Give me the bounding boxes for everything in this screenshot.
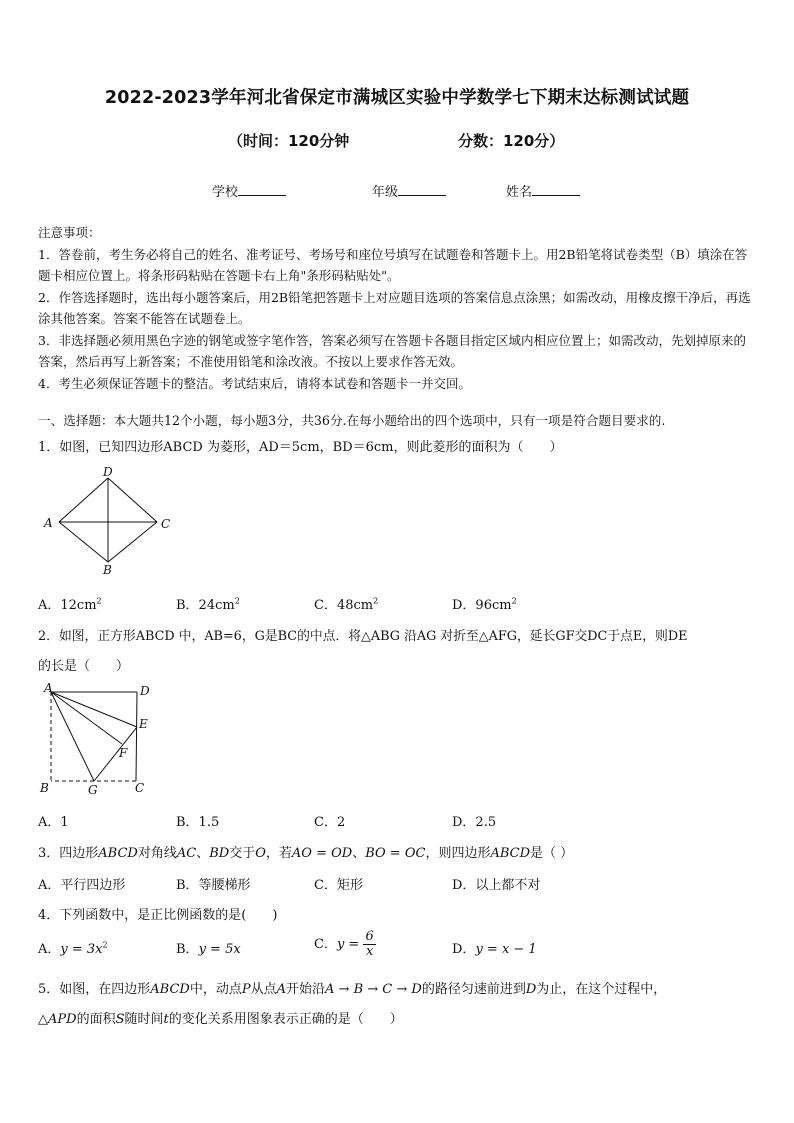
notes-heading: 注意事项： [38, 225, 101, 240]
q3-stem: 3．四边形ABCD对角线AC、BD交于O，若AO = OD、BO = OC，则四边形ABCD是（ ） [38, 846, 574, 861]
edge-cb [108, 522, 157, 562]
edge-ba [59, 522, 108, 562]
label-a: A [44, 682, 53, 695]
note-item: 2．作答选择题时，选出每小题答案后，用2B铅笔把答题卡上对应题目选项的答案信息点涂黑；如需改动，用橡皮擦干净后，再选涂其他答案。答案不能答在试题卷上。 [38, 289, 751, 326]
label-e: E [139, 717, 148, 731]
name-label: 姓名 [506, 185, 533, 200]
q2-stem-line1: 2．如图，正方形ABCD 中，AB=6，G是BC的中点．将△ABG 沿AG 对折至△AFG，延长GF交DC于点E，则DE [38, 629, 688, 644]
q4-stem: 4．下列函数中，是正比例函数的是( ) [38, 908, 278, 923]
school-label: 学校 [212, 185, 239, 200]
q2-stem-line2: 的长是（ ） [38, 659, 130, 674]
label-b: B [103, 563, 112, 577]
label-b: B [40, 781, 49, 795]
q3-option-c: C．矩形 [314, 878, 363, 893]
q4-option-d: D．y = x − 1 [452, 942, 537, 957]
note-item: 1．答卷前，考生务必将自己的姓名、准考证号、考场号和座位号填写在试题卷和答题卡上。用2B铅笔将试卷类型（B）填涂在答题卡相应位置上。将条形码粘贴在答题卡右上角"条形码粘贴处"。 [38, 246, 748, 283]
exam-score: 分数：120分） [458, 132, 565, 150]
label-d: D [140, 684, 150, 698]
q1-rhombus-figure [40, 466, 180, 578]
label-a: A [44, 516, 53, 530]
q1-option-b: B．$24cm^2$ [176, 596, 240, 613]
label-c: C [161, 517, 171, 531]
edge-dc [136, 692, 137, 781]
q1-stem: 1．如图，已知四边形ABCD 为菱形，AD＝5cm，BD＝6cm，则此菱形的面积为（ ） [38, 440, 563, 455]
segment-ag [51, 692, 94, 781]
q2-square-figure [36, 682, 166, 798]
note-item: 4．考生必须保证答题卡的整洁。考试结束后，请将本试卷和答题卡一并交回。 [38, 375, 471, 391]
note-item: 3．非选择题必须用黑色字迹的钢笔或签字笔作答，答案必须写在答题卡各题目指定区域内相应位置上；如需改动，先划掉原来的答案，然后再写上新答案；不准使用铅笔和涂改液。不按以上要求作答无效。 [38, 332, 746, 369]
edge-ad [59, 478, 108, 522]
q5-stem-line1: 5．如图，在四边形ABCD中，动点P从点A开始沿A → B → C → D的路径匀速前进到D为止，在这个过程中， [38, 982, 667, 997]
edge-dc [108, 478, 157, 522]
segment-af [51, 692, 122, 744]
q2-option-d: D．2.5 [452, 815, 497, 830]
q5-stem-line2: △APD的面积S随时间t的变化关系用图象表示正确的是（ ） [38, 1012, 403, 1027]
name-field [506, 181, 580, 200]
name-blank [532, 183, 580, 196]
grade-field [372, 181, 446, 200]
segment-ge [94, 727, 137, 781]
page-title: 2022-2023学年河北省保定市满城区实验中学数学七下期末达标测试试题 [104, 88, 690, 108]
label-d: D [103, 466, 113, 479]
q1-option-c: C．$48cm^2$ [314, 596, 379, 613]
q2-option-c: C．2 [314, 815, 346, 830]
q4-option-b: B．y = 5x [176, 942, 241, 957]
label-g: G [88, 783, 98, 797]
exam-time: （时间：120分钟 [228, 132, 350, 150]
q2-option-b: B．1.5 [176, 815, 220, 830]
school-blank [238, 183, 286, 196]
segment-ae [51, 692, 137, 727]
q4-option-c: C．y = $\frac{6}{x}$ [314, 929, 374, 959]
q1-option-a: A．$12cm^2$ [38, 596, 102, 613]
q2-option-a: A．1 [38, 815, 69, 830]
q3-option-b: B．等腰梯形 [176, 878, 251, 893]
school-field [212, 181, 286, 200]
section-heading: 一、选择题：本大题共12个小题，每小题3分，共36分.在每小题给出的四个选项中，只有一项是符合题目要求的. [38, 413, 666, 428]
notes-section [38, 222, 758, 394]
q1-option-d: D．$96cm^2$ [452, 596, 517, 613]
grade-blank [398, 183, 446, 196]
label-f: F [119, 746, 128, 760]
label-c: C [135, 781, 145, 795]
fraction: $\frac{6}{x}$ [365, 929, 374, 959]
grade-label: 年级 [372, 185, 399, 200]
q3-option-d: D．以上都不对 [452, 878, 541, 893]
q3-option-a: A．平行四边形 [38, 878, 126, 893]
q4-option-a: A．$y = 3x^2$ [38, 940, 108, 957]
